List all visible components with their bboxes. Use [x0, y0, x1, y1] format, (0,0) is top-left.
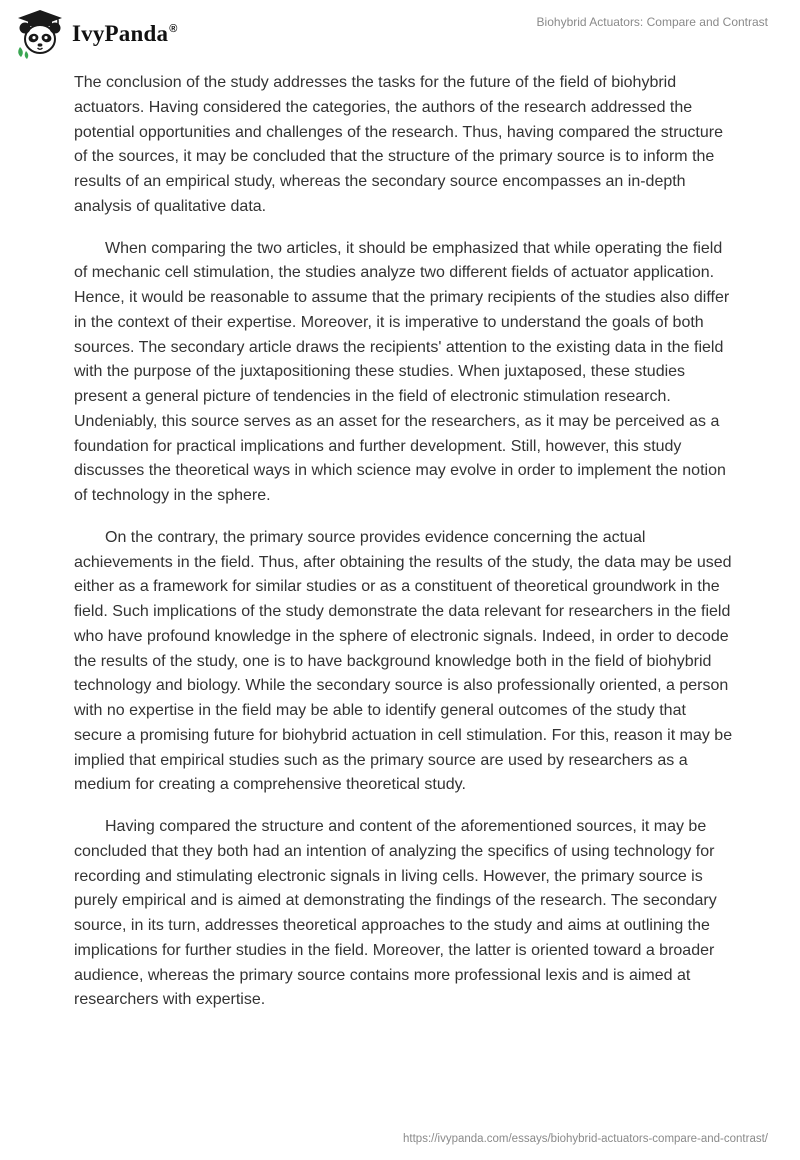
- brand-name: IvyPanda®: [72, 21, 178, 46]
- page-header: [0, 0, 800, 70]
- source-url[interactable]: https://ivypanda.com/essays/biohybrid-actuators-compare-and-contrast/: [403, 1133, 768, 1145]
- paragraph: When comparing the two articles, it should be emphasized that while operating the field of mechanic cell stimulation, the studies analyze two different fields of actuator application. Hence, it would be reasonable to assume that the primary recipients of the studies also differ in the context of their expertise. Moreover, it is imperative to understand the goals of both sources. The secondary article draws the recipients' attention to the existing data in the field with the purpose of the juxtapositioning these studies. When juxtaposed, these studies present a general picture of tendencies in the field of electronic stimulation research. Undeniably, this source serves as an asset for the researchers, as it may be perceived as a foundation for practical implications and further development. Still, however, this study discusses the theoretical ways in which science may evolve in order to implement the notion of technology in the sphere.: [74, 239, 730, 504]
- document-title: Biohybrid Actuators: Compare and Contrast: [536, 15, 768, 29]
- essay-body: [74, 71, 734, 1030]
- paragraph: On the contrary, the primary source provides evidence concerning the actual achievements in the field. Thus, after obtaining the results of the study, the data may be used either as a framework for similar studies or as a constituent of theoretical groundwork in the field. Such implications of the study demonstrate the data relevant for researchers in the field who have profound knowledge in the sphere of electronic signals. Indeed, in order to decode the results of the study, one is to have background knowledge both in the field of biohybrid technology and biology. While the secondary source is also professionally oriented, a person with no expertise in the field may be able to identify general outcomes of the study that secure a promising future for biohybrid actuation in cell stimulation. For this, reason it may be implied that empirical studies such as the primary source are used by researchers as a medium for creating a comprehensive theoretical study.: [74, 528, 733, 794]
- panda-graduate-icon: [14, 7, 66, 59]
- paragraph: Having compared the structure and content of the aforementioned sources, it may be concluded that they both had an intention of analyzing the specifics of using technology for recording and stimulating electronic signals in living cells. However, the primary source is purely empirical and is aimed at demonstrating the findings of the research. The secondary source, in its turn, addresses theoretical approaches to the study and aims at outlining the implications for further studies in the field. Moreover, the latter is oriented toward a broader audience, whereas the primary source contains more professional lexis and is aimed at researchers with expertise.: [74, 818, 717, 1009]
- registered-mark: ®: [169, 23, 178, 36]
- paragraph: The conclusion of the study addresses the tasks for the future of the field of biohybrid actuators. Having considered the categories, the authors of the research addressed the potential opportunities and challenges of the research. Thus, having compared the structure of the sources, it may be concluded that the structure of the primary source is to inform the results of an empirical study, whereas the secondary source encompasses an in-depth analysis of qualitative data.: [74, 74, 723, 215]
- ivypanda-logo[interactable]: [14, 7, 178, 59]
